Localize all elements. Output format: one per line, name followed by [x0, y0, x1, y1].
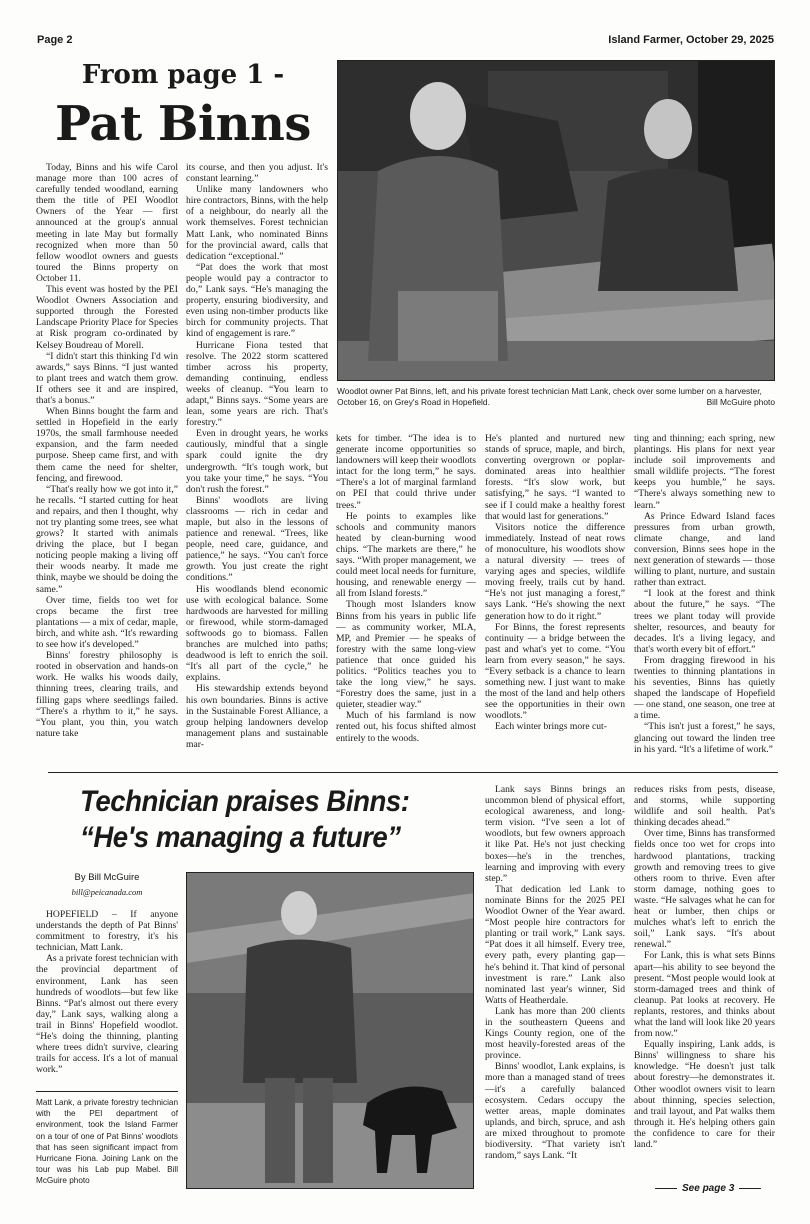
- paragraph: Even in drought years, he works cautiously, mindful that a single spark could ignite the dry undergrowth. “It's tough work, but you take your time,” he says. “You don't rush the forest.”: [186, 428, 328, 495]
- paragraph: His stewardship extends beyond his own boundaries. Binns is active in the Sustainable Forest Alliance, a group helping landowners develop management plans and sustainable mar-: [186, 683, 328, 750]
- story2-byline: By Bill McGuire: [74, 872, 140, 883]
- story1-column-5: [634, 433, 775, 755]
- story2-column-2: [485, 784, 625, 1161]
- paragraph: He points to examples like schools and community manors heated by clean-burning wood chips. “The markets are there,” he says. “With proper management, we could meet local needs for furniture, housing, and renewable energy — all from Island forests.”: [336, 510, 476, 600]
- paragraph: Lank has more than 200 clients in the southeastern Queens and Kings County region, one of the most heavily-forested areas of the province.: [485, 1005, 625, 1062]
- paragraph: “This isn't just a forest,” he says, glancing out toward the linden tree in his yard. “It's a lifetime of work.”: [634, 721, 775, 755]
- paragraph: “I didn't start this thinking I'd win awards,” says Binns. “I just wanted to plant trees and watch them grow. If others see it and are inspired, that's a bonus.”: [36, 350, 178, 406]
- paragraph: Much of his farmland is now rented out, his focus shifted almost entirely to the woods.: [336, 710, 476, 744]
- jump-line: [655, 1183, 775, 1194]
- paragraph: “That's really how we got into it,” he recalls. “I started cutting for heat and repairs, and then I thought, why not try planting some trees, see what grows? It started with animals driving the place, but I began noticing people making a living off their woods nearby. It made me think, maybe we should be doing the same.”: [36, 483, 178, 595]
- paragraph: Unlike many landowners who hire contractors, Binns, with the help of a neighbour, do nearly all the work themselves. Forest technician Matt Lank, who nominated Binns for the provincial award, calls that dedication “exceptional.”: [186, 184, 329, 262]
- story2-column-3: [634, 784, 775, 1150]
- paragraph: “Pat does the work that most people would pay a contractor to do,” Lank says. “He's managing the property, ensuring biodiversity, and even using non-timber products like birch for community projects. That kind of engagement is rare.”: [186, 261, 328, 340]
- paragraph: This event was hosted by the PEI Woodlot Owners Association and supported through the Forested Landscape Priority Place for Species at Risk program co-ordinated by Kelsey Boudreau of Morell.: [36, 284, 178, 351]
- story2-headline-line-1: Technician praises Binns:: [80, 785, 410, 818]
- paragraph: That dedication led Lank to nominate Binns for the 2025 PEI Woodlot Owner of the Year award. “Most people hire contractors for planting or trail work,” Lank says. “Pat does it all himself. Every tree, every path, every planting gap—he's behind it. That kind of personal investment is rare.” Lank also nominated last year's winner, Sid Watts of Heatherdale.: [485, 883, 625, 1006]
- paragraph: Equally inspiring, Lank adds, is Binns' willingness to share his knowledge. “He doesn't just talk about forestry—he demonstrates it. Other woodlot owners visit to learn about thinning, species selection, and trail layout, and Pat walks them through it. He's helping others gain the confidence to care for their land.”: [634, 1039, 775, 1150]
- caption-rule: [36, 1091, 178, 1092]
- jump-rule-left: [655, 1188, 677, 1189]
- story1-headline: Pat Binns: [55, 96, 311, 152]
- story2-photo-credit: Bill McGuire photo: [36, 1165, 179, 1186]
- paragraph: Each winter brings more cut-: [495, 721, 607, 733]
- binns-lank-photo: [337, 60, 775, 381]
- paragraph: For Binns, the forest represents continuity — a bridge between the past and what's yet to come. “You learn from every season,” he says. “Every setback is a chance to learn something new. I just want to make the most of the land and help others see the opportunities in their own woodlots.”: [485, 621, 625, 722]
- paragraph: HOPEFIELD – If anyone understands the depth of Pat Binns' commitment to forestry, it's his technician, Matt Lank.: [36, 909, 178, 954]
- paragraph: Binns' woodlots are living classrooms — rich in cedar and maple, but also in the lessons of patience and renewal. “Trees, like people, need care, guidance, and patience,” he says. “You can't force growth. You just create the right conditions.”: [186, 494, 328, 584]
- story1-photo-credit: Bill McGuire photo: [706, 397, 775, 407]
- story2-caption-text: Matt Lank, a private forestry technician with the PEI department of environment, took the Island Farmer on a tour of one of Pat Binns' woodlots that has seen significant impact from Hurricane Fiona. Joining Lank on the tour was his Lab pup Mabel.: [36, 1098, 178, 1175]
- paragraph: ting and thinning; each spring, new plantings. His plans for next year include soil improvements and small wildlife projects. “The forest keeps you humble,” he says. “There's always something new to learn.”: [634, 433, 775, 511]
- story2-headline-line-2: “He's managing a future”: [80, 821, 401, 854]
- story1-column-2: [186, 162, 328, 750]
- paragraph: He's planted and nurtured new stands of spruce, maple, and birch, converting overgrown or poplar-dominated areas into healthier forests. “It's slow work, but satisfying,” he says. “I wanted to see if I could make a healthy forest that would last for generations.”: [485, 433, 625, 522]
- paragraph: When Binns bought the farm and settled in Hopefield in the early 1970s, the small farmhouse needed expansion, and the farm needed purpose. Sheep came first, and with them came the need for shelter, fencing, and firewood.: [36, 406, 178, 484]
- paragraph: its course, and then you adjust. It's constant learning.”: [186, 162, 328, 185]
- page-number: Page 2: [37, 34, 73, 46]
- paragraph: Binns' forestry philosophy is rooted in observation and hands-on work. He walks his woods daily, thinning trees, clearing trails, and filling gaps where seedlings failed. “There's a rhythm to it,” he says. “You plant, you thin, you watch nature take: [36, 650, 178, 739]
- see-page-link[interactable]: See page 3: [682, 1183, 735, 1194]
- paper-date: Island Farmer, October 29, 2025: [608, 34, 774, 46]
- story1-column-1: [36, 162, 178, 739]
- story1-column-4: [485, 433, 625, 733]
- paragraph: Binns' woodlot, Lank explains, is more than a managed stand of trees—it's a carefully balanced ecosystem. Cedars occupy the wetter areas, maple dominates uplands, and birch, spruce, and ash are mixed throughout to promote biodiversity. “That variety isn't random,” says Lank. “It: [485, 1061, 625, 1162]
- paragraph: Over time, Binns has transformed fields once too wet for crops into hardwood plantations, tracking growth and removing trees to give others room to thrive. Even after storm damage, nothing goes to waste. “He salvages what he can for heat or lumber, then chips or mulches what's left to enrich the soil,” Lank says. “It's about renewal.”: [634, 828, 775, 951]
- paragraph: From dragging firewood in his twenties to thinning plantations in his seventies, Binns has quietly shaped the landscape of Hopefield — one stand, one season, one tree at a time.: [634, 654, 775, 722]
- story1-column-3: [336, 433, 476, 744]
- paragraph: Over time, fields too wet for crops became the first tree plantations — a mix of cedar, maple, birch, and white ash. “It's rewarding to see how it's developed.”: [36, 594, 178, 651]
- paragraph: For Lank, this is what sets Binns apart—his ability to see beyond the present. “Most people would look at storm-damaged trees and think of cleanup. Pat looks at recovery. He replants, restores, and thinks about what the land will look like 20 years from now.”: [634, 950, 775, 1040]
- paragraph: His woodlands blend economic use with ecological balance. Some hardwoods are harvested for milling or firewood, while storm-damaged softwoods go to biomass. Fallen branches are mulched into paths; deadwood is left to enrich the soil. “It's all part of the cycle,” he explains.: [186, 583, 328, 684]
- paragraph: reduces risks from pests, disease, and storms, while supporting wildlife and soil health. Pat's thinking decades ahead.”: [634, 784, 775, 829]
- paragraph: kets for timber. “The idea is to generate income opportunities so landowners will keep their woodlots intact for the long term,” he says. “There's a lot of marginal farmland on PEI that could thrive under trees.”: [336, 433, 476, 511]
- paragraph: Though most Islanders know Binns from his years in public life — as community worker, MLA, MP, and Premier — he speaks of forestry with the same long-view patience that once guided his politics. “Politics teaches you to take the long view,” he says. “Forestry does the same, just in a quieter, steadier way.”: [336, 599, 476, 711]
- story2-headline: [80, 784, 448, 856]
- paragraph: As Prince Edward Island faces pressures from urban growth, climate change, and land conversion, Binns sees hope in the next generation of stewards — those willing to plant, nurture, and sustain rather than extract.: [634, 510, 775, 589]
- paragraph: Visitors notice the difference immediately. Instead of neat rows of monoculture, his woodlots show a natural diversity — trees of varying ages and species, wildlife moving freely, trails cut by hand. “He's not just managing a forest,” says Lank. “He's showing the next generation how to do it right.”: [485, 521, 625, 622]
- story1-photo-caption: Woodlot owner Pat Binns, left, and his private forest technician Matt Lank, check over some lumber on a harvester, October 16, on Grey's Road in Hopefield.: [337, 386, 762, 407]
- harvester-scene-image: [338, 61, 775, 381]
- story2-column-1: [36, 909, 178, 1075]
- jump-rule-right: [739, 1188, 761, 1189]
- paragraph: Hurricane Fiona tested that resolve. The 2022 storm scattered timber across his property, demanding continuing, endless weeks of cleanup. “You learn to adapt,” Binns says. “Some years are lean, some years are rich. That's forestry.”: [186, 339, 328, 429]
- paragraph: Today, Binns and his wife Carol manage more than 100 acres of carefully tended woodland, earning them the title of PEI Woodlot Owners of the Year — first announced at the group's annual meeting in late May but formally recognized when more than 50 fellow woodlot owners and guests toured the Binns property on October 11.: [36, 162, 178, 284]
- story2-photo-caption: [36, 1097, 178, 1187]
- story2-email[interactable]: bill@peicanada.com: [71, 887, 143, 897]
- woodlot-scene-image: [187, 873, 474, 1189]
- story-divider: [48, 772, 778, 773]
- paragraph: Lank says Binns brings an uncommon blend of physical effort, ecological awareness, and long-term vision. “I've seen a lot of woodlots, but few owners approach it like Pat. He's not just checking boxes—he's in the trenches, learning and improving with every step.”: [485, 784, 625, 884]
- lank-and-dog-photo: [186, 872, 474, 1189]
- paragraph: “I look at the forest and think about the future,” he says. “The trees we plant today will provide shelter, resources, and beauty for decades. It's a living legacy, and that's worth every bit of effort.”: [634, 588, 775, 655]
- story1-kicker: From page 1 -: [81, 60, 285, 90]
- paragraph: As a private forest technician with the provincial department of environment, Lank has seen hundreds of woodlots—but few like Binns. “Pat's almost out there every day,” Lank says, walking along a trail in Binns' Hopefield woodlot. “He's doing the thinning, planting where trees didn't survive, clearing trails for access. It's a lot of manual work.”: [36, 953, 178, 1076]
